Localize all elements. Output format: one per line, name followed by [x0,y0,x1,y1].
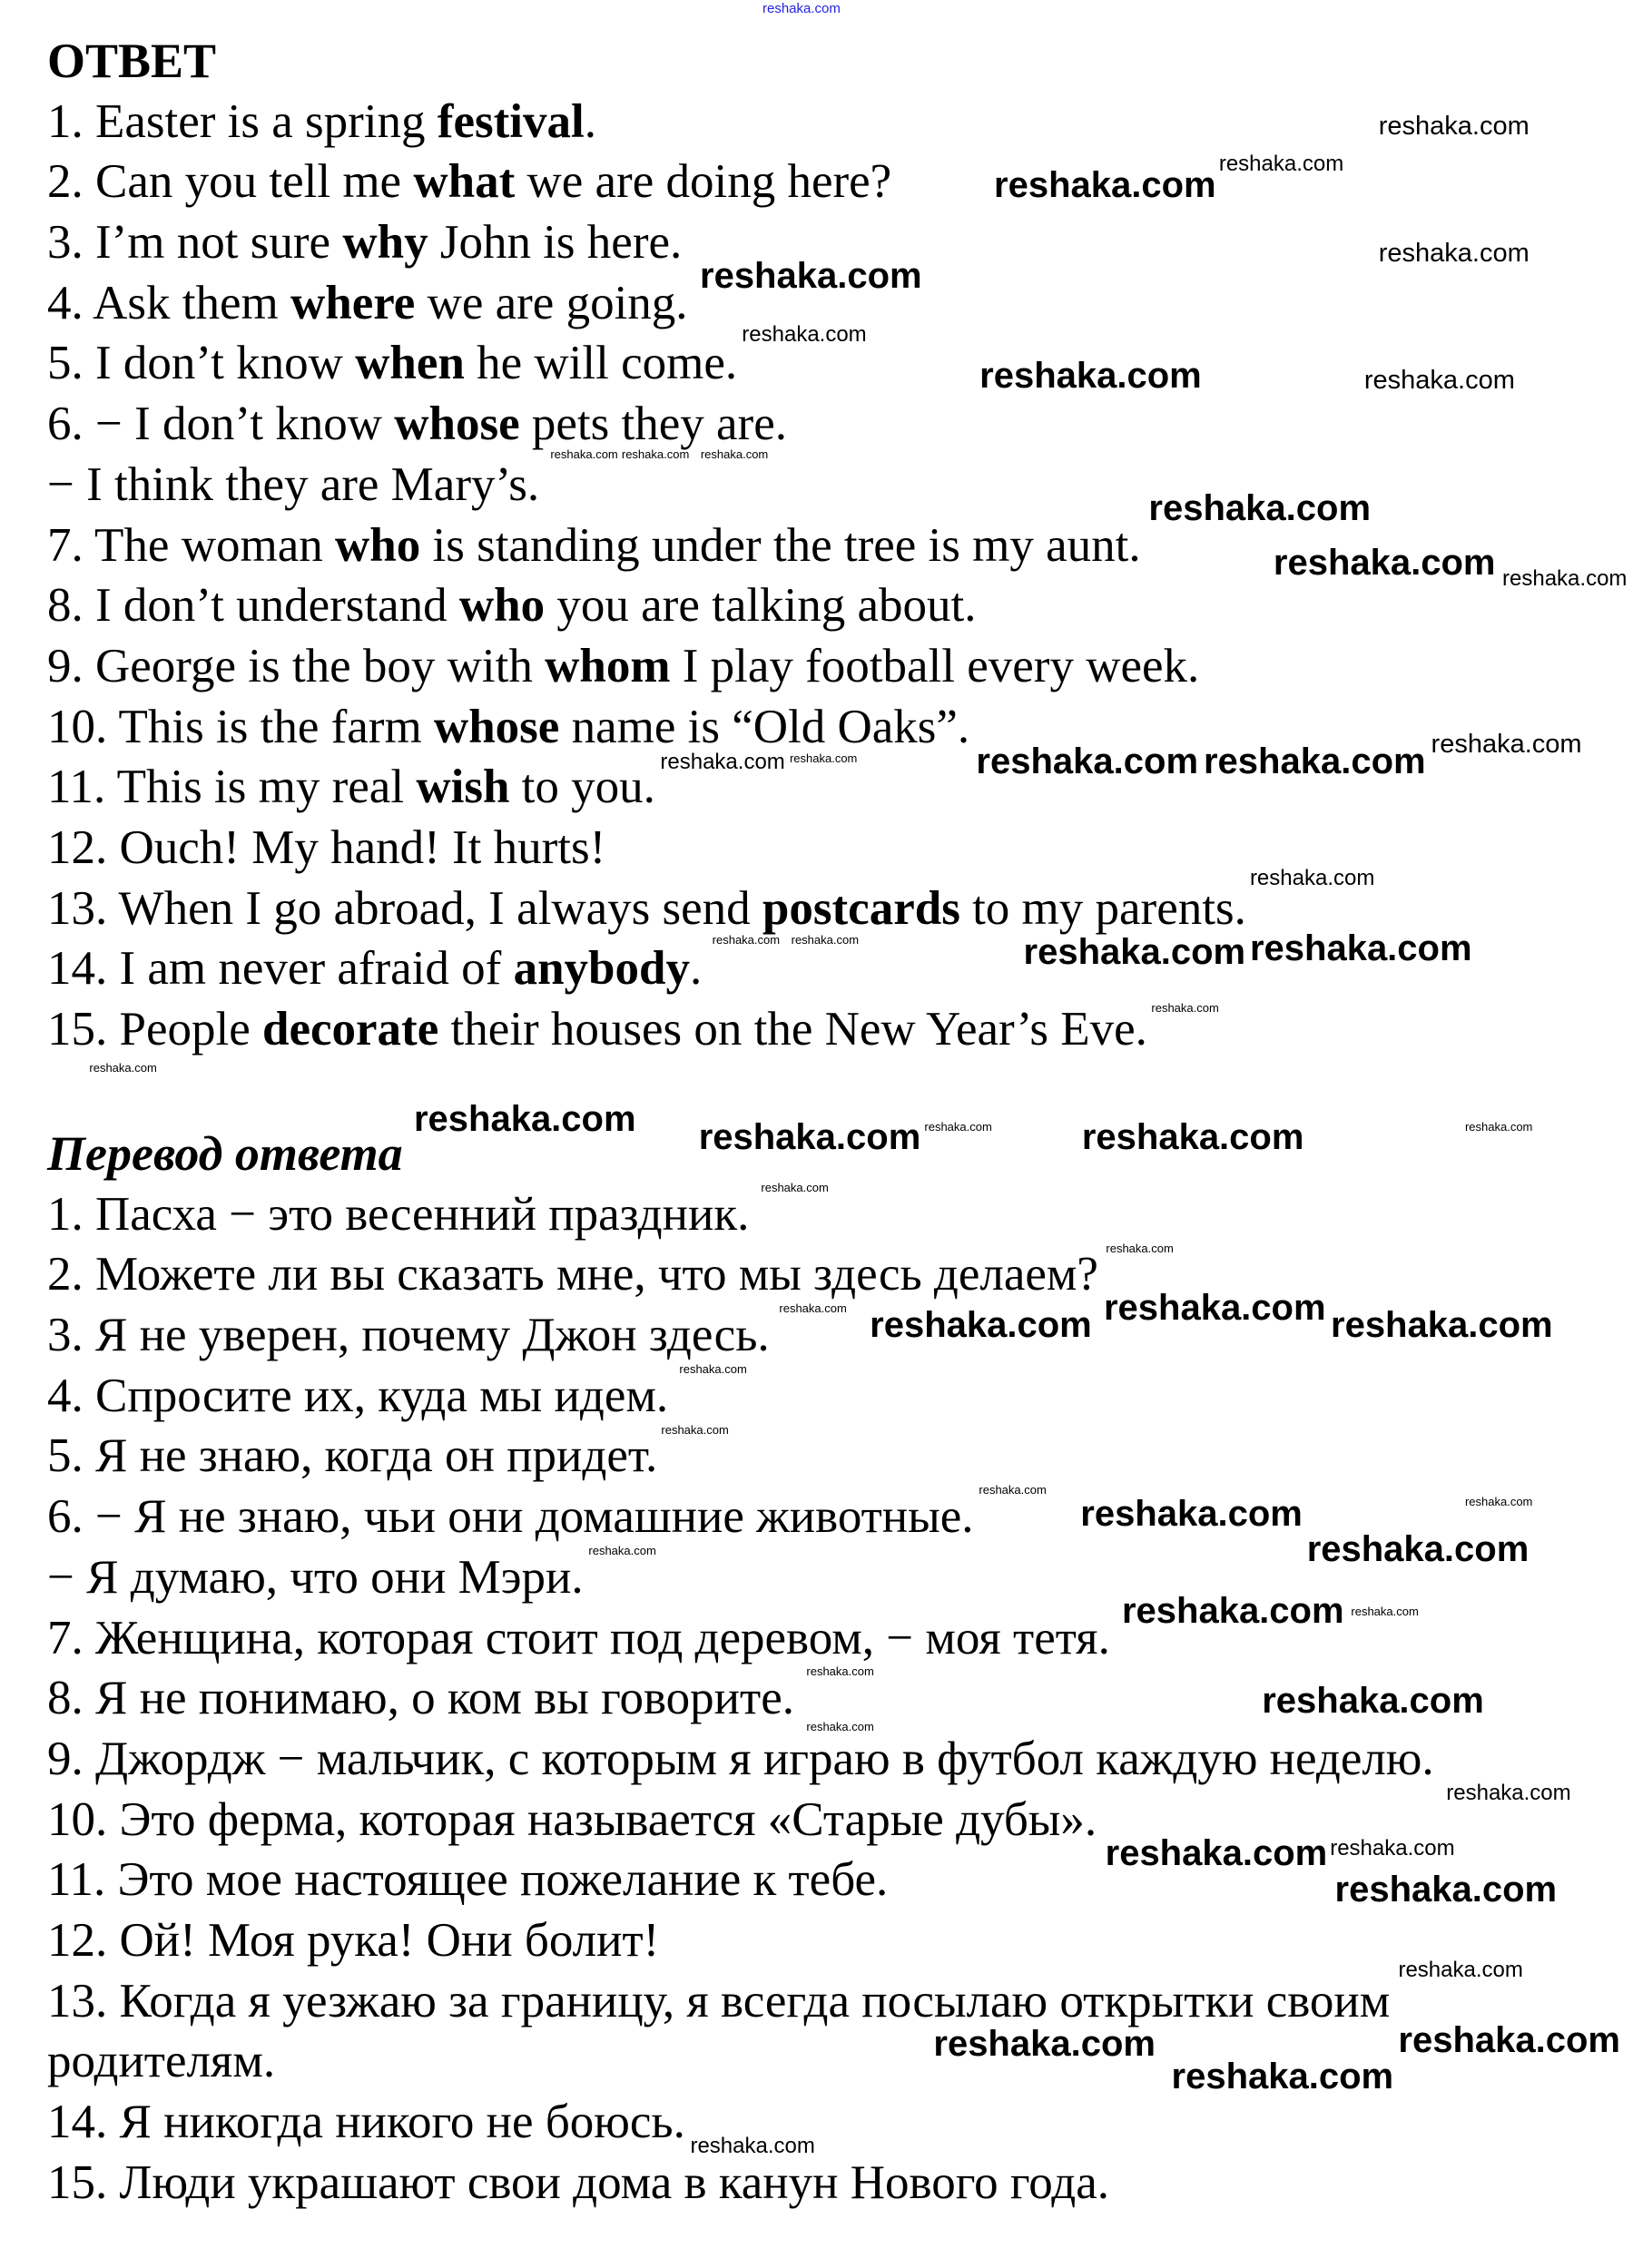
watermark: reshaka.com [1080,1493,1303,1534]
answer-line [47,455,1633,515]
answer-text: 11. This is my real [47,761,417,814]
answer-text: 7. The woman [47,518,335,572]
answer-text: 13. When I go abroad, I always send [47,881,762,935]
translation-line: родителям. [47,2035,276,2088]
answer-keyword: postcards [762,881,960,935]
answer-keyword: festival [437,94,585,148]
watermark: reshaka.com [742,321,867,347]
answer-keyword: what [413,155,516,209]
watermark: reshaka.com [806,1719,874,1733]
answer-keyword: when [355,337,465,390]
watermark: reshaka.com [1106,1241,1174,1255]
answer-text: you are talking about. [545,579,977,633]
watermark: reshaka.com [1502,566,1628,592]
watermark: reshaka.com [661,1422,729,1437]
watermark: reshaka.com [1378,112,1530,142]
translation-line: 10. Это ферма, которая называется «Старые дубы». [47,1792,1097,1846]
answer-text: name is “Old Oaks”. [559,700,970,753]
answer-keyword: whose [433,700,560,753]
watermark: reshaka.com [870,1304,1092,1345]
watermark: reshaka.com [413,1098,636,1139]
watermark: reshaka.com [791,933,860,947]
answer-keyword: whose [394,398,520,451]
translation-line: 15. Люди украшают свои дома в канун Нового года. [47,2155,1110,2209]
watermark: reshaka.com [1464,1495,1533,1509]
watermark: reshaka.com [89,1061,157,1075]
answer-text: he will come. [464,337,738,390]
translation-line: 1. Пасха − это весенний праздник. [47,1187,750,1241]
answer-text: to you. [509,761,655,814]
header-watermark: reshaka.com [762,1,841,16]
answer-heading: ОТВЕТ [47,34,217,88]
answer-text: 6. − I don’t know [47,398,395,451]
answer-keyword: who [334,518,421,572]
answer-line [47,394,1633,455]
watermark: reshaka.com [1351,1604,1419,1618]
answer-keyword: anybody [513,942,691,996]
watermark: reshaka.com [1103,1287,1326,1328]
answer-text: 12. Ouch! My hand! It hurts! [47,820,606,874]
watermark: reshaka.com [700,447,769,462]
watermark: reshaka.com [1148,487,1372,528]
watermark: reshaka.com [1331,1304,1553,1345]
translation-line: 6. − Я не знаю, чьи они домашние животные. [47,1490,974,1544]
answer-text: 4. Ask them [47,276,290,329]
watermark: reshaka.com [1464,1120,1533,1134]
watermark: reshaka.com [1171,2057,1394,2097]
watermark: reshaka.com [1203,741,1426,782]
watermark: reshaka.com [1431,730,1582,760]
watermark: reshaka.com [679,1362,747,1377]
answer-keyword: why [342,216,428,270]
watermark: reshaka.com [588,1544,656,1558]
answer-keyword: whom [545,639,671,692]
answer-text: their houses on the New Year’s Eve. [438,1003,1147,1055]
watermark: reshaka.com [700,256,922,297]
watermark: reshaka.com [1306,1529,1530,1570]
answer-text: John is here. [428,216,683,270]
translation-line: 11. Это мое настоящее пожелание к тебе. [47,1853,889,1907]
answer-line [47,575,1633,636]
watermark: reshaka.com [1398,1958,1523,1983]
answer-text: 1. Easter is a spring [47,94,438,148]
answer-text: to my parents. [959,881,1246,935]
watermark: reshaka.com [1023,932,1246,973]
answer-text: we are going. [415,276,688,329]
translation-line: 4. Спросите их, куда мы идем. [47,1369,669,1422]
answer-keyword: wish [416,761,510,814]
answer-text: is standing under the tree is my aunt. [420,518,1141,572]
watermark: reshaka.com [550,447,618,462]
translation-line: 3. Я не уверен, почему Джон здесь. [47,1309,770,1362]
answer-keyword: who [458,579,546,633]
answer-text: 15. People [47,1003,262,1055]
answer-text: − I think they are Mary’s. [47,457,540,511]
watermark: reshaka.com [979,1483,1047,1497]
answer-text: pets they are. [519,398,787,451]
watermark: reshaka.com [1446,1781,1571,1806]
translation-line: 9. Джордж − мальчик, с которым я играю в футбол каждую неделю. [47,1732,1434,1785]
watermark: reshaka.com [1363,365,1515,395]
answer-text: 10. This is the farm [47,700,434,753]
watermark: reshaka.com [1262,1680,1484,1721]
watermark: reshaka.com [1398,2020,1620,2061]
translation-line: 13. Когда я уезжаю за границу, я всегда посылаю открытки своим [47,1974,1391,2027]
answer-text: 3. I’m not sure [47,216,343,270]
translation-line: 8. Я не понимаю, о ком вы говорите. [47,1672,794,1725]
watermark: reshaka.com [761,1181,829,1195]
answer-line [47,999,1633,1060]
watermark: reshaka.com [698,1117,921,1158]
watermark: reshaka.com [1218,152,1344,177]
watermark: reshaka.com [806,1664,874,1679]
watermark: reshaka.com [1081,1117,1304,1158]
answer-text: . [690,942,703,996]
watermark: reshaka.com [621,447,690,462]
answer-keyword: decorate [262,1003,439,1055]
watermark: reshaka.com [1273,543,1496,584]
watermark: reshaka.com [1249,866,1375,891]
answer-text: I play football every week. [670,639,1200,692]
answer-text: we are doing here? [515,155,892,209]
answer-text: . [584,94,596,148]
answer-line [47,152,1633,212]
translation-line: 5. Я не знаю, когда он придет. [47,1429,658,1483]
watermark: reshaka.com [712,933,781,947]
translation-line: − Я думаю, что они Мэри. [47,1550,584,1604]
answer-text: 9. George is the boy with [47,639,546,692]
translation-line: 2. Можете ли вы сказать мне, что мы здесь делаем? [47,1248,1098,1301]
watermark: reshaka.com [779,1301,847,1316]
translation-line: 12. Ой! Моя рука! Они болит! [47,1913,660,1967]
answer-text: 5. I don’t know [47,337,356,390]
watermark: reshaka.com [1121,1591,1344,1632]
answer-text: 2. Can you tell me [47,155,414,209]
watermark: reshaka.com [1330,1835,1455,1861]
watermark: reshaka.com [1105,1833,1328,1874]
watermark: reshaka.com [979,355,1202,396]
answer-line [47,636,1633,697]
answer-keyword: where [290,276,416,329]
watermark: reshaka.com [1334,1869,1558,1910]
watermark: reshaka.com [1249,928,1472,969]
watermark: reshaka.com [976,741,1199,782]
watermark: reshaka.com [1378,238,1530,268]
watermark: reshaka.com [789,751,858,766]
translation-line: 7. Женщина, которая стоит под деревом, − моя тетя. [47,1611,1110,1664]
translation-line: 14. Я никогда никого не боюсь. [47,2096,685,2148]
answer-text: 8. I don’t understand [47,579,459,633]
answer-line [47,818,1633,879]
watermark: reshaka.com [690,2134,815,2159]
translation-heading: Перевод ответа [47,1126,403,1181]
watermark: reshaka.com [933,2024,1156,2065]
watermark: reshaka.com [924,1120,992,1134]
watermark: reshaka.com [1151,1000,1219,1015]
answer-text: 14. I am never afraid of [47,942,514,996]
watermark: reshaka.com [660,749,785,774]
watermark: reshaka.com [994,165,1216,206]
